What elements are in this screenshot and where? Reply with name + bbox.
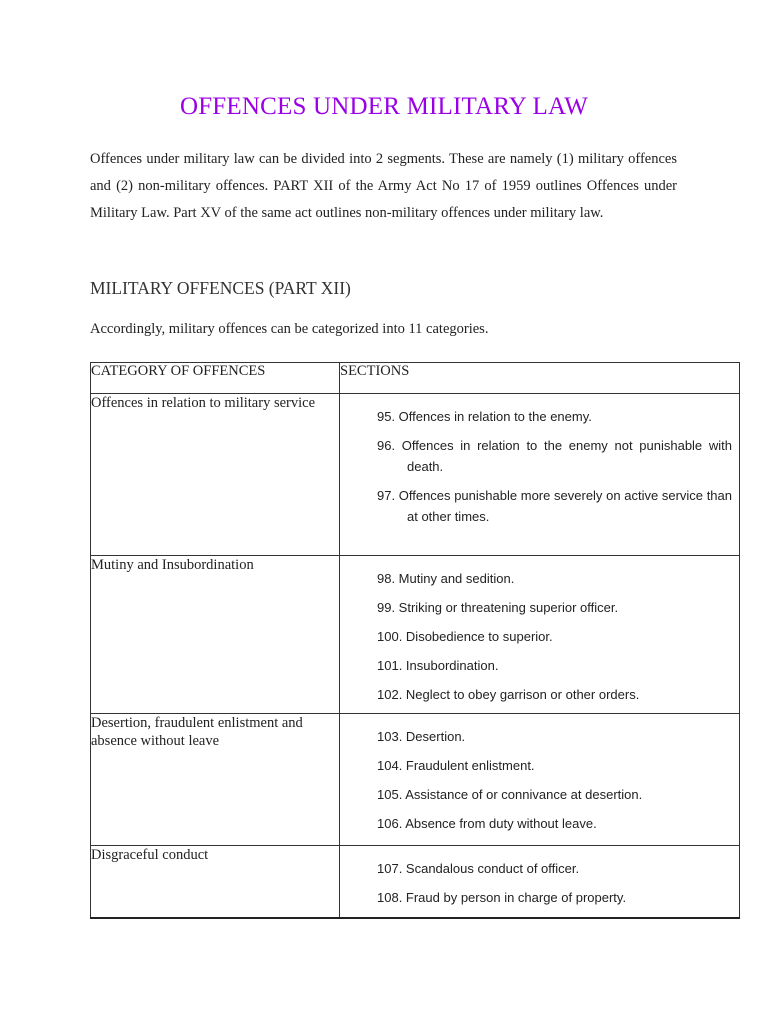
section-item: 95. Offences in relation to the enemy. bbox=[377, 409, 592, 424]
sections-list bbox=[340, 556, 739, 705]
page-title: OFFENCES UNDER MILITARY LAW bbox=[179, 93, 589, 120]
sections-cell bbox=[340, 846, 740, 918]
section-item: 103. Desertion. bbox=[377, 729, 466, 744]
category-cell: Desertion, fraudulent enlistment and absence without leave bbox=[91, 714, 340, 846]
table-row bbox=[91, 714, 740, 846]
section-item: 106. Absence from duty without leave. bbox=[377, 816, 597, 831]
section-item: 107. Scandalous conduct of officer. bbox=[377, 861, 580, 876]
section-item: 104. Fraudulent enlistment. bbox=[377, 758, 535, 773]
category-cell: Mutiny and Insubordination bbox=[91, 556, 340, 714]
section-item: 102. Neglect to obey garrison or other orders. bbox=[377, 687, 640, 702]
category-cell: Offences in relation to military service bbox=[91, 394, 340, 556]
section-item: 105. Assistance of or connivance at desertion. bbox=[377, 787, 643, 802]
section-item: 97. Offences punishable more severely on active service than at other times. bbox=[377, 488, 732, 524]
sections-cell bbox=[340, 556, 740, 714]
intro-paragraph: Offences under military law can be divided into 2 segments. These are namely (1) military offences and (2) non-military offences. PART XII of the Army Act No 17 of 1959 outlines Offences under Military Law. Part XV of the same act outlines non-military offences under military law. bbox=[90, 151, 677, 221]
section-item: 108. Fraud by person in charge of property. bbox=[377, 890, 627, 905]
header-category: CATEGORY OF OFFENCES bbox=[91, 363, 340, 394]
table-row bbox=[91, 394, 740, 556]
header-sections: SECTIONS bbox=[340, 363, 740, 394]
offences-table bbox=[90, 362, 740, 919]
category-cell: Disgraceful conduct bbox=[91, 846, 340, 918]
sections-list bbox=[340, 846, 739, 908]
section-item: 99. Striking or threatening superior officer. bbox=[377, 600, 619, 615]
sections-list bbox=[340, 714, 739, 834]
sections-cell bbox=[340, 714, 740, 846]
table-row bbox=[91, 846, 740, 918]
table-header-row bbox=[91, 363, 740, 394]
section-item: 98. Mutiny and sedition. bbox=[377, 571, 515, 586]
section-item: 101. Insubordination. bbox=[377, 658, 499, 673]
section-item: 96. Offences in relation to the enemy not punishable with death. bbox=[377, 438, 732, 474]
lead-paragraph: Accordingly, military offences can be categorized into 11 categories. bbox=[90, 321, 489, 337]
section-item: 100. Disobedience to superior. bbox=[377, 629, 553, 644]
sections-cell bbox=[340, 394, 740, 556]
table-row bbox=[91, 556, 740, 714]
section-heading: MILITARY OFFENCES (PART XII) bbox=[90, 278, 351, 298]
sections-list bbox=[340, 394, 739, 527]
